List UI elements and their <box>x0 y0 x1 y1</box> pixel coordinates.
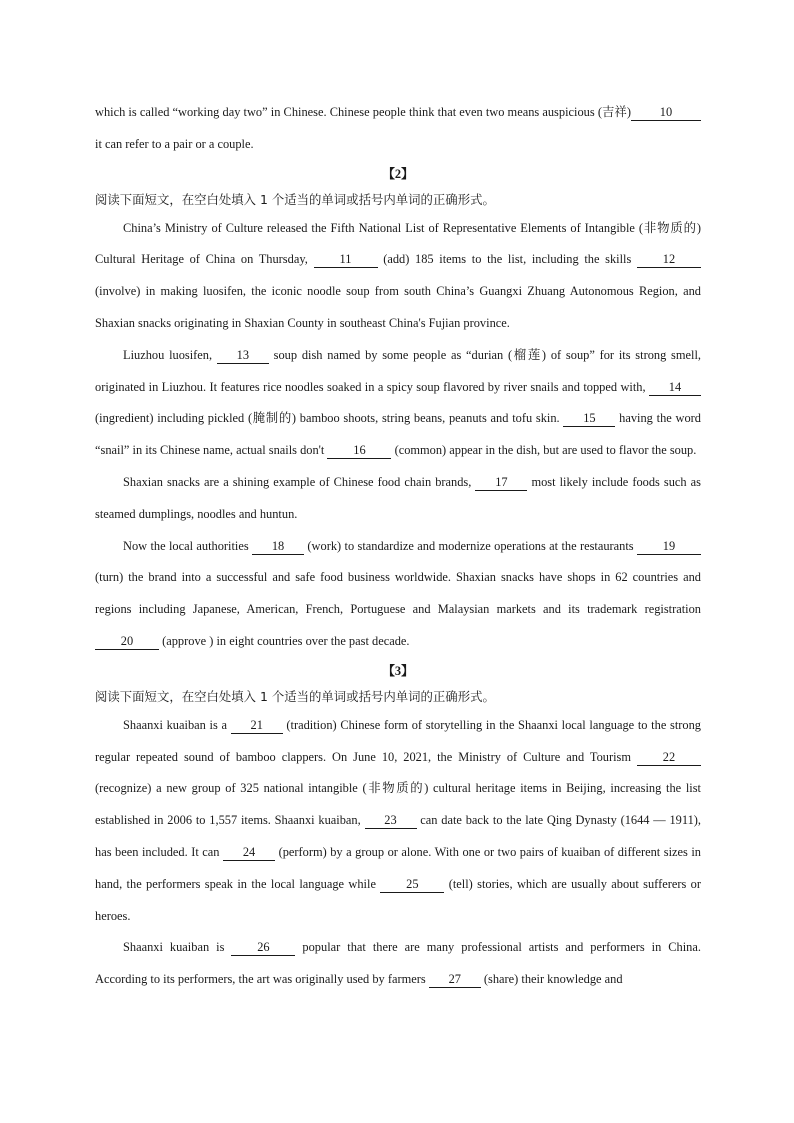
intro-text: which is called “working day two” in Chinese. Chinese people think that even two means auspicious (吉祥) <box>95 105 631 119</box>
text-segment: (perform) by a group or alone. With one or two pairs of kuaiban of different sizes in hand, the performers speak in the local language while <box>95 844 701 891</box>
blank-10[interactable]: 10 <box>631 105 701 121</box>
text-segment: (approve ) in eight countries over the past decade. <box>162 633 410 648</box>
text-segment: (ingredient) including pickled (腌制的) bamboo shoots, string beans, peanuts and tofu skin. <box>95 411 560 426</box>
document-page <box>95 97 701 996</box>
section-3-instruction: 阅读下面短文，在空白处填入 1 个适当的单词或括号内单词的正确形式。 <box>95 688 495 704</box>
section-2-paragraph-1 <box>95 213 701 340</box>
text-segment: Now the local authorities <box>123 538 249 553</box>
text-segment: China’s Ministry of Culture released the Fifth National List of Representative Elements of Intangible (非物质的) Cultural Heritage of China on Thursday, <box>95 220 701 267</box>
text-segment: popular that there are many professional artists and performers in China. According to its performers, the art was originally used by farmers <box>95 940 701 987</box>
text-segment: Shaanxi kuaiban is a <box>123 717 227 732</box>
blank-17[interactable]: 17 <box>475 475 527 491</box>
section-2-paragraph-2 <box>95 340 701 467</box>
section-3-paragraph-2 <box>95 932 701 996</box>
blank-26[interactable]: 26 <box>231 940 295 956</box>
text-segment: Shaxian snacks are a shining example of Chinese food chain brands, <box>123 474 472 489</box>
text-segment: (involve) in making luosifen, the iconic noodle soup from south China’s Guangxi Zhuang Autonomous Region, and Shaxian snacks originating in Shaxian County in southeast China's Fujian province. <box>95 284 701 330</box>
text-segment: (tell) stories, which are usually about sufferers or heroes. <box>95 876 701 923</box>
text-segment: (share) their knowledge and <box>483 972 623 987</box>
blank-16[interactable]: 16 <box>327 443 391 459</box>
section-3-heading: 【3】 <box>382 663 414 678</box>
blank-13[interactable]: 13 <box>217 348 269 364</box>
blank-18[interactable]: 18 <box>252 539 304 555</box>
text-segment: (tradition) Chinese form of storytelling in the Shaanxi local language to the strong regular repeated sound of bamboo clappers. On June 10, 2021, the Ministry of Culture and Tourism <box>95 717 701 764</box>
text-segment: having the word “snail” in its Chinese name, actual snails don't <box>95 411 701 458</box>
intro-paragraph <box>95 97 701 161</box>
blank-20[interactable]: 20 <box>95 634 159 650</box>
blank-19[interactable]: 19 <box>637 539 701 555</box>
text-segment: (add) 185 items to the list, including the skills <box>383 252 632 267</box>
section-2-paragraph-4 <box>95 531 701 658</box>
text-segment: (recognize) a new group of 325 national intangible (非物质的) cultural heritage items in Beijing, increasing the list established in 2006 to 1,557 items. Shaanxi kuaiban, <box>95 781 701 828</box>
section-2-instruction: 阅读下面短文，在空白处填入 1 个适当的单词或括号内单词的正确形式。 <box>95 191 495 207</box>
blank-24[interactable]: 24 <box>223 845 275 861</box>
section-3-paragraph-1 <box>95 710 701 933</box>
text-segment: Shaanxi kuaiban is <box>123 940 225 955</box>
text-segment: can date back to the late Qing Dynasty (1644 — 1911), has been included. It can <box>95 813 701 859</box>
section-2-heading: 【2】 <box>382 166 414 181</box>
text-segment: (work) to standardize and modernize operations at the restaurants <box>307 538 634 553</box>
blank-12[interactable]: 12 <box>637 252 701 268</box>
blank-15[interactable]: 15 <box>563 411 615 427</box>
blank-22[interactable]: 22 <box>637 750 701 766</box>
blank-23[interactable]: 23 <box>365 813 417 829</box>
section-2-paragraph-3 <box>95 467 701 531</box>
text-segment: Liuzhou luosifen, <box>123 347 213 362</box>
text-segment: soup dish named by some people as “durian (榴莲) of soup” for its strong smell, originated in Liuzhou. It features rice noodles soaked in a spicy soup flavored by river snails and topped with, <box>95 347 701 394</box>
blank-27[interactable]: 27 <box>429 972 481 988</box>
blank-25[interactable]: 25 <box>380 877 444 893</box>
blank-21[interactable]: 21 <box>231 718 283 734</box>
text-segment: most likely include foods such as steamed dumplings, noodles and huntun. <box>95 474 701 521</box>
intro-text-after: it can refer to a pair or a couple. <box>95 136 254 151</box>
text-segment: (turn) the brand into a successful and safe food business worldwide. Shaxian snacks have shops in 62 countries and regions including Japanese, American, French, Portuguese and Malaysian markets and its trademark registration <box>95 570 701 617</box>
blank-11[interactable]: 11 <box>314 252 378 268</box>
text-segment: (common) appear in the dish, but are used to flavor the soup. <box>394 443 697 458</box>
blank-14[interactable]: 14 <box>649 380 701 396</box>
